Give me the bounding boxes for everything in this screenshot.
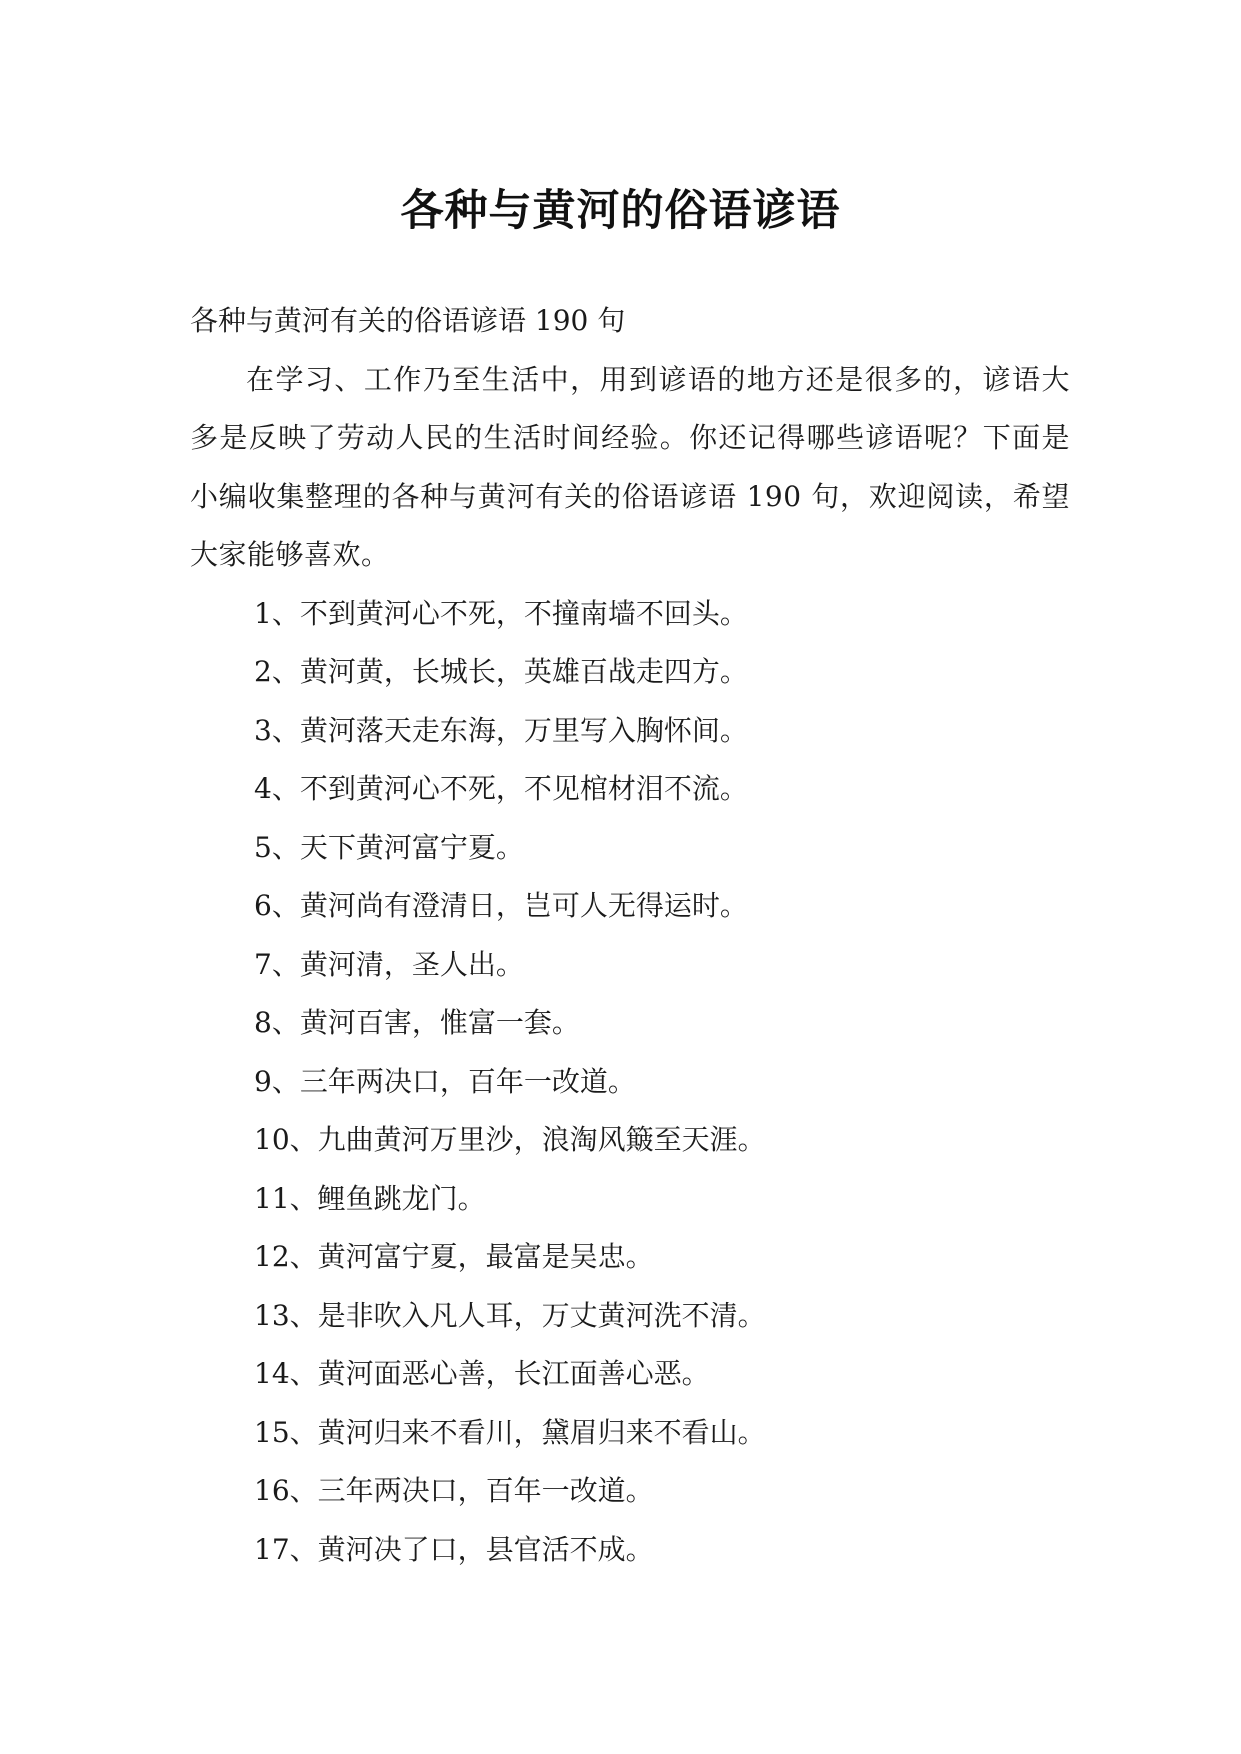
proverb-item: 6、黄河尚有澄清日，岂可人无得运时。 [254,889,748,922]
proverb-item: 3、黄河落天走东海，万里写入胸怀间。 [254,713,748,747]
proverb-item: 9、三年两决口，百年一改道。 [254,1064,636,1098]
document-title: 各种与黄河的俗语谚语 [400,185,841,236]
proverb-item: 13、是非吹入凡人耳，万丈黄河洗不清。 [254,1298,766,1332]
proverb-item: 17、黄河决了口，县官活不成。 [254,1532,654,1566]
document-body [190,292,1070,1579]
proverb-list [190,585,1070,1580]
proverb-item: 15、黄河归来不看川，黛眉归来不看山。 [254,1415,766,1449]
proverb-item: 1、不到黄河心不死，不撞南墙不回头。 [254,596,748,630]
proverb-item: 5、天下黄河富宁夏。 [254,830,524,864]
proverb-item: 11、鲤鱼跳龙门。 [254,1181,486,1215]
proverb-item: 12、黄河富宁夏，最富是吴忠。 [254,1240,654,1273]
intro-paragraph: 在学习、工作乃至生活中，用到谚语的地方还是很多的，谚语大多是反映了劳动人民的生活时间经验。你还记得哪些谚语呢？下面是小编收集整理的各种与黄河有关的俗语谚语 190 句，欢迎阅读，希望大家能够喜欢。 [190,362,1070,571]
proverb-item: 7、黄河清，圣人出。 [254,947,524,981]
proverb-item: 14、黄河面恶心善，长江面善心恶。 [254,1357,710,1390]
proverb-item: 10、九曲黄河万里沙，浪淘风簸至天涯。 [254,1123,766,1156]
proverb-item: 8、黄河百害，惟富一套。 [254,1006,580,1039]
proverb-item: 16、三年两决口，百年一改道。 [254,1474,654,1507]
proverb-item: 4、不到黄河心不死，不见棺材泪不流。 [254,772,748,805]
document-subtitle: 各种与黄河有关的俗语谚语 190 句 [190,304,626,337]
proverb-item: 2、黄河黄，长城长，英雄百战走四方。 [254,655,748,688]
